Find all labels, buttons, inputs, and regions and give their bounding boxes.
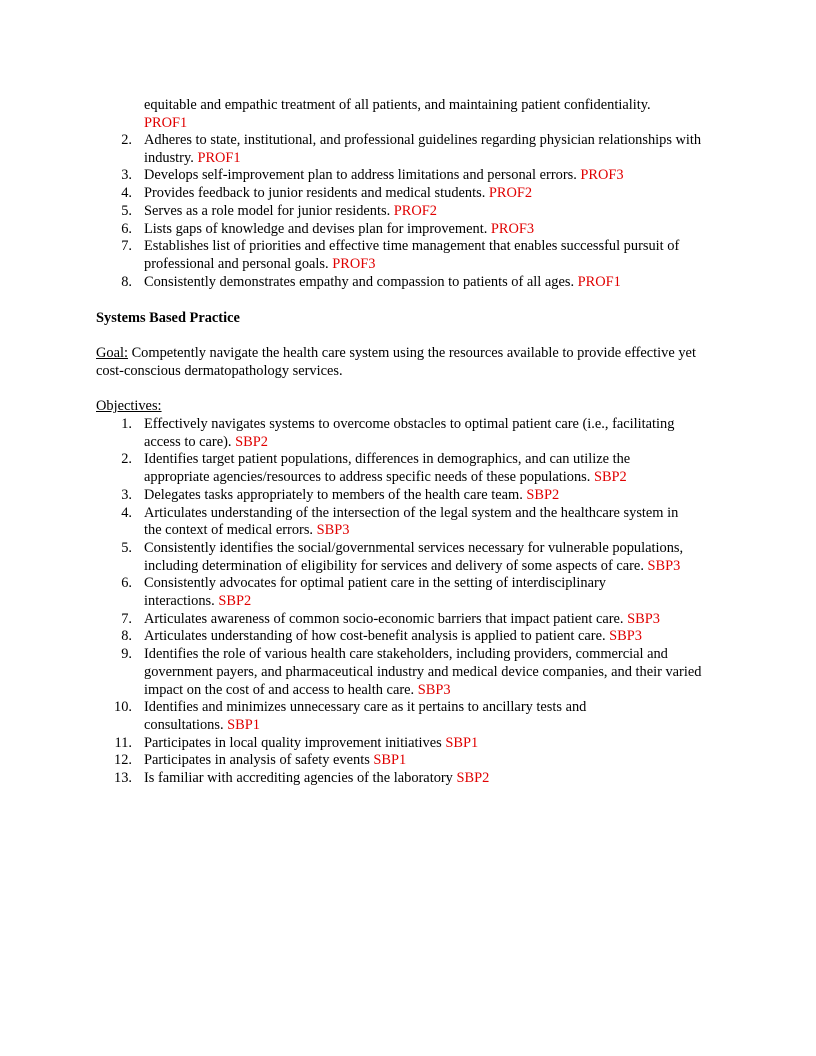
item-text: equitable and empathic treatment of all patients, and maintaining patient confidentiality.: [144, 97, 651, 113]
list-item: [0, 770, 816, 788]
competency-code: SBP3: [627, 610, 660, 627]
list-item: [0, 487, 816, 505]
list-item: [0, 451, 816, 486]
competency-code: SBP3: [609, 628, 642, 645]
list-item: [0, 628, 816, 646]
item-number: 1.: [121, 416, 132, 432]
item-number: 9.: [121, 646, 132, 663]
objectives-label: Objectives:: [96, 398, 162, 414]
goal-label: Goal:: [96, 345, 128, 361]
objectives-list: [0, 416, 816, 788]
competency-code: SBP1: [227, 716, 260, 733]
list-item: [0, 167, 816, 185]
item-number: 7.: [121, 610, 132, 627]
item-text: Articulates understanding of the intersection of the legal system and the healthcare system in the context of medical errors.: [144, 504, 679, 539]
item-text: Participates in analysis of safety events: [144, 752, 374, 769]
item-text: Is familiar with accrediting agencies of the laboratory: [144, 770, 457, 787]
list-item: [0, 203, 816, 221]
competency-code: SBP2: [456, 770, 490, 787]
list-item: [0, 540, 816, 575]
item-text: Participates in local quality improvement initiatives: [144, 734, 446, 751]
competency-code: SBP3: [316, 522, 350, 539]
item-text: Establishes list of priorities and effective time management that enables successful pursuit of professional and personal goals.: [144, 238, 680, 272]
list-item: [0, 221, 816, 239]
list-item: [0, 735, 816, 753]
item-number: 7.: [121, 238, 132, 255]
item-number: 6.: [121, 220, 132, 237]
competency-code: PROF2: [393, 202, 437, 219]
item-number: 13.: [114, 770, 132, 787]
competency-code: SBP2: [593, 469, 627, 486]
competency-code: SBP3: [647, 557, 681, 574]
list-item: [0, 274, 816, 292]
competency-code: SBP2: [526, 486, 560, 503]
list-item: [0, 132, 816, 167]
item-number: 5.: [121, 202, 132, 219]
item-number: 10.: [114, 699, 132, 716]
item-text: Identifies target patient populations, differences in demographics, and can utilize the appropriate agencies/resources to address specific needs of these populations.: [144, 451, 631, 486]
item-number: 3.: [121, 486, 132, 503]
competency-code: SBP2: [235, 433, 268, 450]
item-text: Effectively navigates systems to overcome obstacles to optimal patient care (i.e., facilitating access to care).: [144, 416, 675, 450]
goal-text: Competently navigate the health care system using the resources available to provide effective yet cost-conscious dermatopathology services.: [96, 345, 696, 379]
competency-code: PROF2: [488, 185, 533, 202]
list-item: [0, 505, 816, 540]
competency-code: PROF3: [490, 220, 535, 237]
item-text: Adheres to state, institutional, and professional guidelines regarding physician relationships with industry.: [144, 132, 702, 166]
competency-code: PROF3: [332, 255, 376, 272]
section-heading: Systems Based Practice: [96, 310, 240, 326]
list-item-continuation: [144, 97, 724, 132]
item-number: 3.: [121, 167, 132, 184]
list-item: [0, 238, 816, 273]
item-number: 8.: [121, 273, 132, 290]
item-text: Identifies and minimizes unnecessary care as it pertains to ancillary tests and consultations.: [144, 699, 587, 733]
item-text: Identifies the role of various health care stakeholders, including providers, commercial and government payers, and pharmaceutical industry and medical device companies, and their varied impact on the cost of and access to health care.: [144, 646, 702, 698]
item-number: 6.: [121, 575, 132, 592]
item-text: Consistently identifies the social/governmental services necessary for vulnerable populations, including determination of eligibility for services and delivery of some aspects of care.: [144, 539, 684, 574]
item-number: 2.: [121, 132, 132, 148]
list-item: [0, 699, 816, 734]
list-item: [0, 575, 816, 610]
list-item: [0, 185, 816, 203]
competency-code: SBP3: [417, 681, 451, 698]
item-text: Serves as a role model for junior residents.: [144, 202, 394, 219]
competency-code: PROF1: [197, 149, 241, 166]
professionalism-list: [0, 132, 816, 291]
item-number: 2.: [121, 451, 132, 468]
competency-code: SBP1: [445, 734, 479, 751]
item-number: 5.: [121, 539, 132, 556]
item-text: Articulates understanding of how cost-benefit analysis is applied to patient care.: [144, 628, 610, 645]
item-text: Consistently advocates for optimal patient care in the setting of interdisciplinary interactions.: [144, 575, 606, 610]
competency-code: PROF3: [580, 167, 624, 184]
list-item: [0, 611, 816, 629]
item-number: 11.: [114, 734, 132, 751]
list-item: [0, 416, 816, 451]
list-item: [0, 646, 816, 699]
item-text: Develops self-improvement plan to address limitations and personal errors.: [144, 167, 581, 184]
item-text: Delegates tasks appropriately to members of the health care team.: [144, 486, 527, 503]
competency-code: SBP1: [373, 752, 407, 769]
item-number: 8.: [121, 628, 132, 645]
competency-code: PROF1: [577, 273, 621, 290]
item-text: Articulates awareness of common socio-economic barriers that impact patient care.: [144, 610, 628, 627]
item-text: Consistently demonstrates empathy and compassion to patients of all ages.: [144, 273, 578, 290]
item-text: Lists gaps of knowledge and devises plan for improvement.: [144, 220, 491, 237]
item-number: 4.: [121, 504, 132, 521]
competency-code: SBP2: [218, 593, 252, 610]
list-item: [0, 752, 816, 770]
goal-paragraph: [96, 345, 696, 380]
competency-code: PROF1: [144, 114, 188, 131]
item-number: 12.: [114, 752, 132, 769]
item-number: 4.: [121, 185, 132, 202]
item-text: Provides feedback to junior residents and medical students.: [144, 185, 489, 202]
